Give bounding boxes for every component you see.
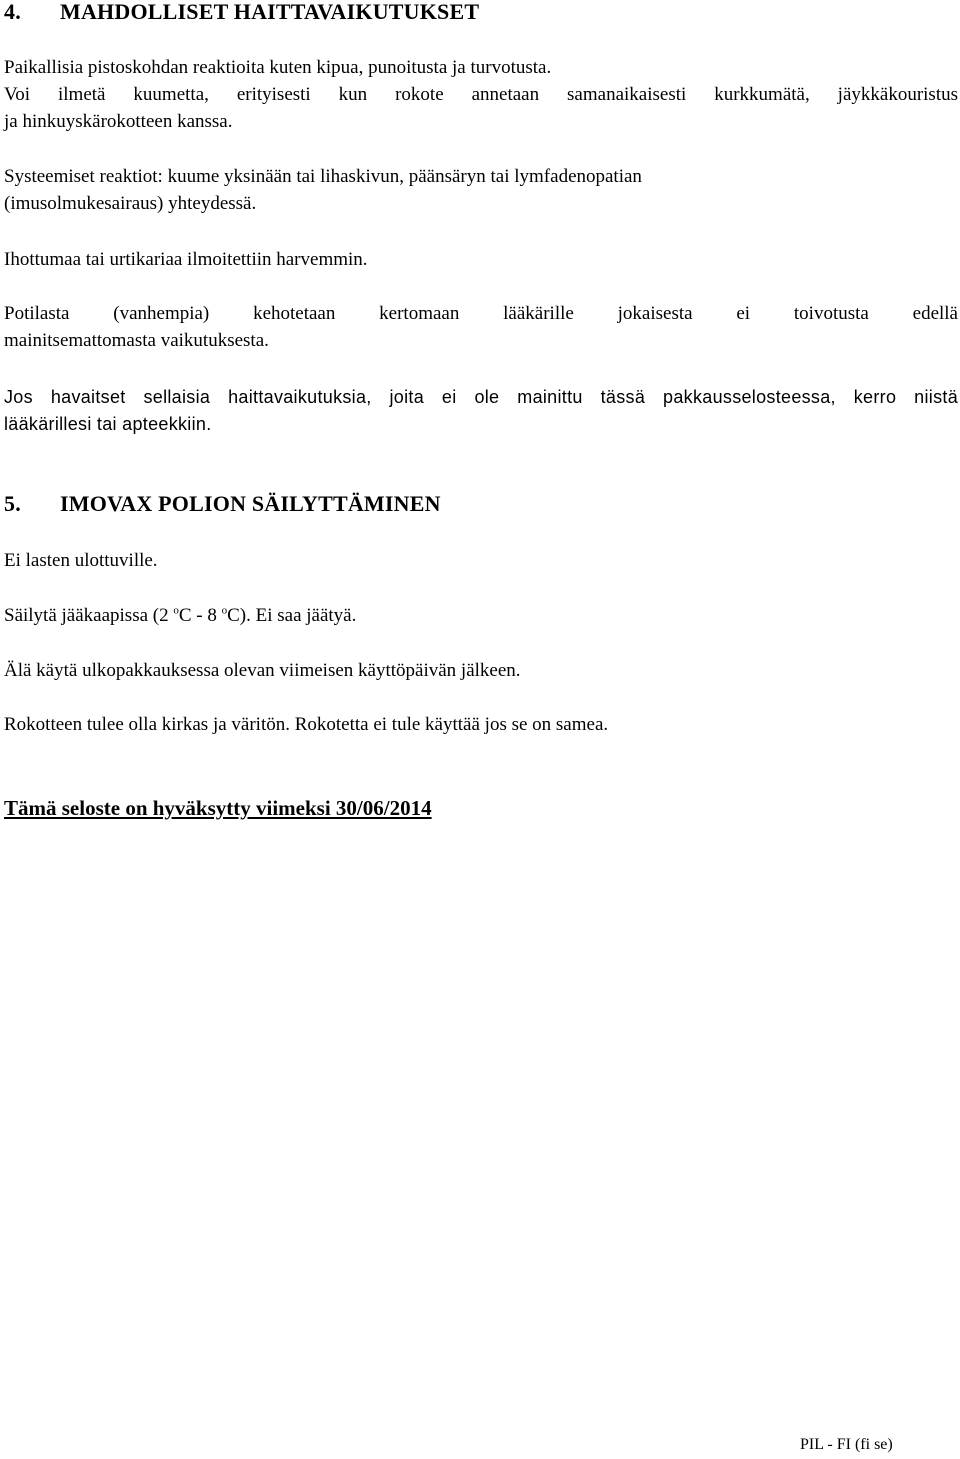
text-line: (imusolmukesairaus) yhteydessä.: [4, 193, 257, 214]
appearance-paragraph: [4, 711, 958, 738]
degree-mark: o: [221, 604, 228, 617]
text-line: Jos havaitset sellaisia haittavaikutuksia, joita ei ole mainittu tässä pakkausselosteessa, kerro niistä: [4, 387, 958, 407]
storage-text-prefix: Säilytä jääkaapissa (2: [4, 605, 174, 626]
text-line: [4, 602, 958, 629]
section-5-title: IMOVAX POLION SÄILYTTÄMINEN: [60, 491, 441, 516]
section-4-number: 4.: [4, 0, 21, 24]
storage-paragraph: [4, 602, 958, 629]
side-effects-reporting-paragraph: [4, 384, 958, 438]
section-4-title: MAHDOLLISET HAITTAVAIKUTUKSET: [60, 0, 480, 24]
section-4-heading: [4, 0, 479, 25]
degree-mark: o: [173, 604, 179, 617]
text-line: Voi ilmetä kuumetta, erityisesti kun rokote annetaan samanaikaisesti kurkkumätä, jäykkäkouristus: [4, 84, 958, 105]
text-line: lääkärillesi tai apteekkiin.: [4, 414, 212, 434]
text-line: mainitsemattomasta vaikutuksesta.: [4, 330, 269, 351]
expiry-paragraph: [4, 657, 958, 684]
text-line: Ihottumaa tai urtikariaa ilmoitettiin harvemmin.: [4, 249, 368, 270]
text-line: Ei lasten ulottuville.: [4, 550, 158, 571]
report-to-doctor-paragraph: [4, 300, 958, 354]
section-5-number: 5.: [4, 491, 21, 516]
approval-date: Tämä seloste on hyväksytty viimeksi 30/06/2014: [4, 796, 432, 820]
storage-text-mid: C - 8: [178, 605, 222, 626]
keep-away-paragraph: [4, 547, 958, 574]
text-line: Potilasta (vanhempia) kehotetaan kertomaan lääkärille jokaisesta ei toivotusta edellä: [4, 303, 958, 324]
text-line: Rokotteen tulee olla kirkas ja väritön. Rokotetta ei tule käyttää jos se on samea.: [4, 714, 609, 735]
storage-text-suffix: C). Ei saa jäätyä.: [227, 605, 357, 626]
rash-paragraph: [4, 246, 958, 273]
text-line: Älä käytä ulkopakkauksessa olevan viimeisen käyttöpäivän jälkeen.: [4, 660, 521, 681]
page-footer-code: PIL - FI (fi se): [800, 1436, 893, 1453]
text-line: Paikallisia pistoskohdan reaktioita kuten kipua, punoitusta ja turvotusta.: [4, 57, 552, 78]
section-5-heading: [4, 491, 441, 517]
systemic-reactions-paragraph: [4, 163, 958, 217]
local-reactions-paragraph: [4, 54, 958, 135]
text-line: ja hinkuyskärokotteen kanssa.: [4, 111, 233, 132]
text-line: Systeemiset reaktiot: kuume yksinään tai lihaskivun, päänsäryn tai lymfadenopatian: [4, 166, 642, 187]
